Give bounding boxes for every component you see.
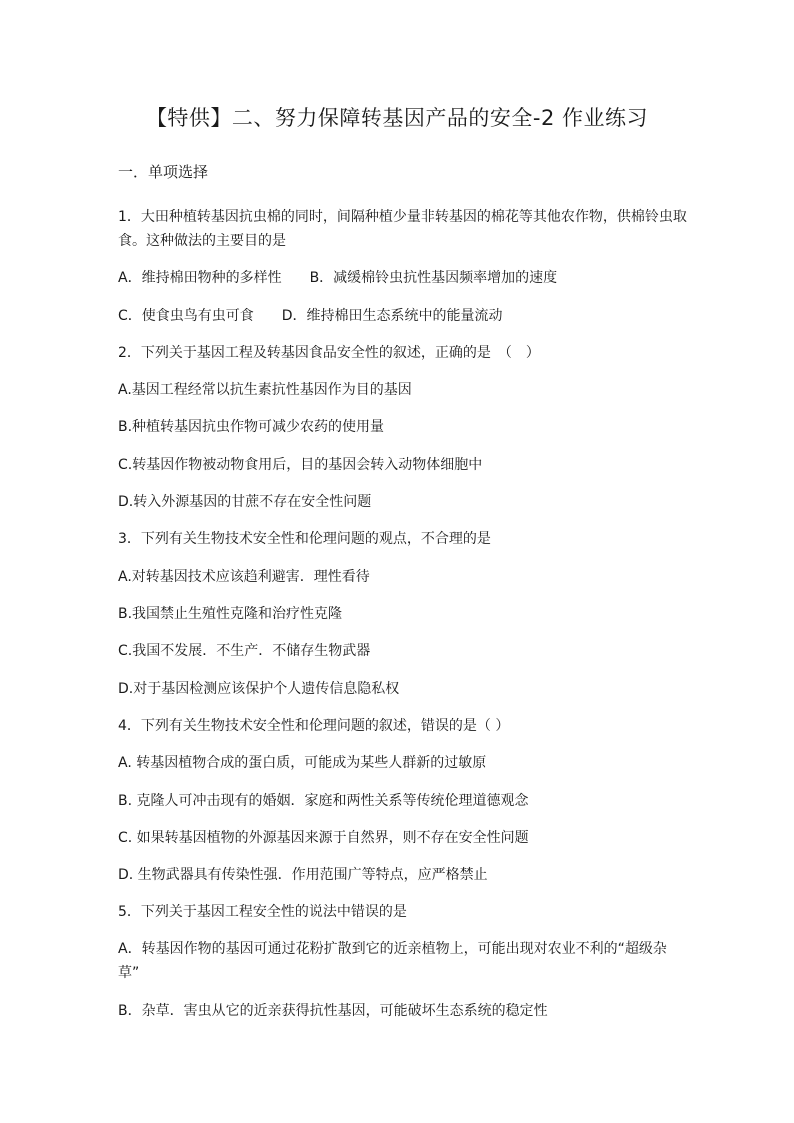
question-3-option-b: B.我国禁止生殖性克隆和治疗性克隆 <box>118 606 343 622</box>
question-2-option-d: D.转入外源基因的甘蔗不存在安全性问题 <box>118 494 372 510</box>
section-heading: 一．单项选择 <box>118 163 209 181</box>
question-2-option-c: C.转基因作物被动物食用后，目的基因会转入动物体细胞中 <box>118 457 483 473</box>
question-5-stem: 5．下列关于基因工程安全性的说法中错误的是 <box>118 904 407 920</box>
question-2-option-a: A.基因工程经常以抗生素抗性基因作为目的基因 <box>118 382 412 398</box>
question-2-stem: 2．下列关于基因工程及转基因食品安全性的叙述，正确的是 （ ） <box>118 345 540 361</box>
question-1-options-line-2: C．使食虫鸟有虫可食 D．维持棉田生态系统中的能量流动 <box>118 308 503 324</box>
question-3-option-d: D.对于基因检测应该保护个人遗传信息隐私权 <box>118 681 400 697</box>
question-4-option-d: D. 生物武器具有传染性强．作用范围广等特点，应严格禁止 <box>118 867 488 883</box>
question-3-option-a: A.对转基因技术应该趋利避害．理性看待 <box>118 569 370 585</box>
question-1-stem: 1．大田种植转基因抗虫棉的同时，间隔种植少量非转基因的棉花等其他农作物，供棉铃虫取食。这种做法的主要目的是 <box>118 209 687 249</box>
question-5-option-b: B．杂草．害虫从它的近亲获得抗性基因，可能破坏生态系统的稳定性 <box>118 1003 548 1019</box>
question-5-option-a: A．转基因作物的基因可通过花粉扩散到它的近亲植物上，可能出现对农业不利的“超级杂草” <box>118 941 667 981</box>
question-4-option-b: B. 克隆人可冲击现有的婚姻．家庭和两性关系等传统伦理道德观念 <box>118 793 529 809</box>
question-4-option-a: A. 转基因植物合成的蛋白质，可能成为某些人群新的过敏原 <box>118 755 487 771</box>
question-1-options-line-1: A．维持棉田物种的多样性 B．减缓棉铃虫抗性基因频率增加的速度 <box>118 270 558 286</box>
question-2-option-b: B.种植转基因抗虫作物可减少农药的使用量 <box>118 419 385 435</box>
question-3-option-c: C.我国不发展．不生产．不储存生物武器 <box>118 643 371 659</box>
question-3-stem: 3．下列有关生物技术安全性和伦理问题的观点，不合理的是 <box>118 531 491 547</box>
question-4-stem: 4．下列有关生物技术安全性和伦理问题的叙述，错误的是（ ） <box>118 718 510 734</box>
page-title: 【特供】二、努力保障转基因产品的安全-2 作业练习 <box>145 106 649 130</box>
question-4-option-c: C. 如果转基因植物的外源基因来源于自然界，则不存在安全性问题 <box>118 830 529 846</box>
